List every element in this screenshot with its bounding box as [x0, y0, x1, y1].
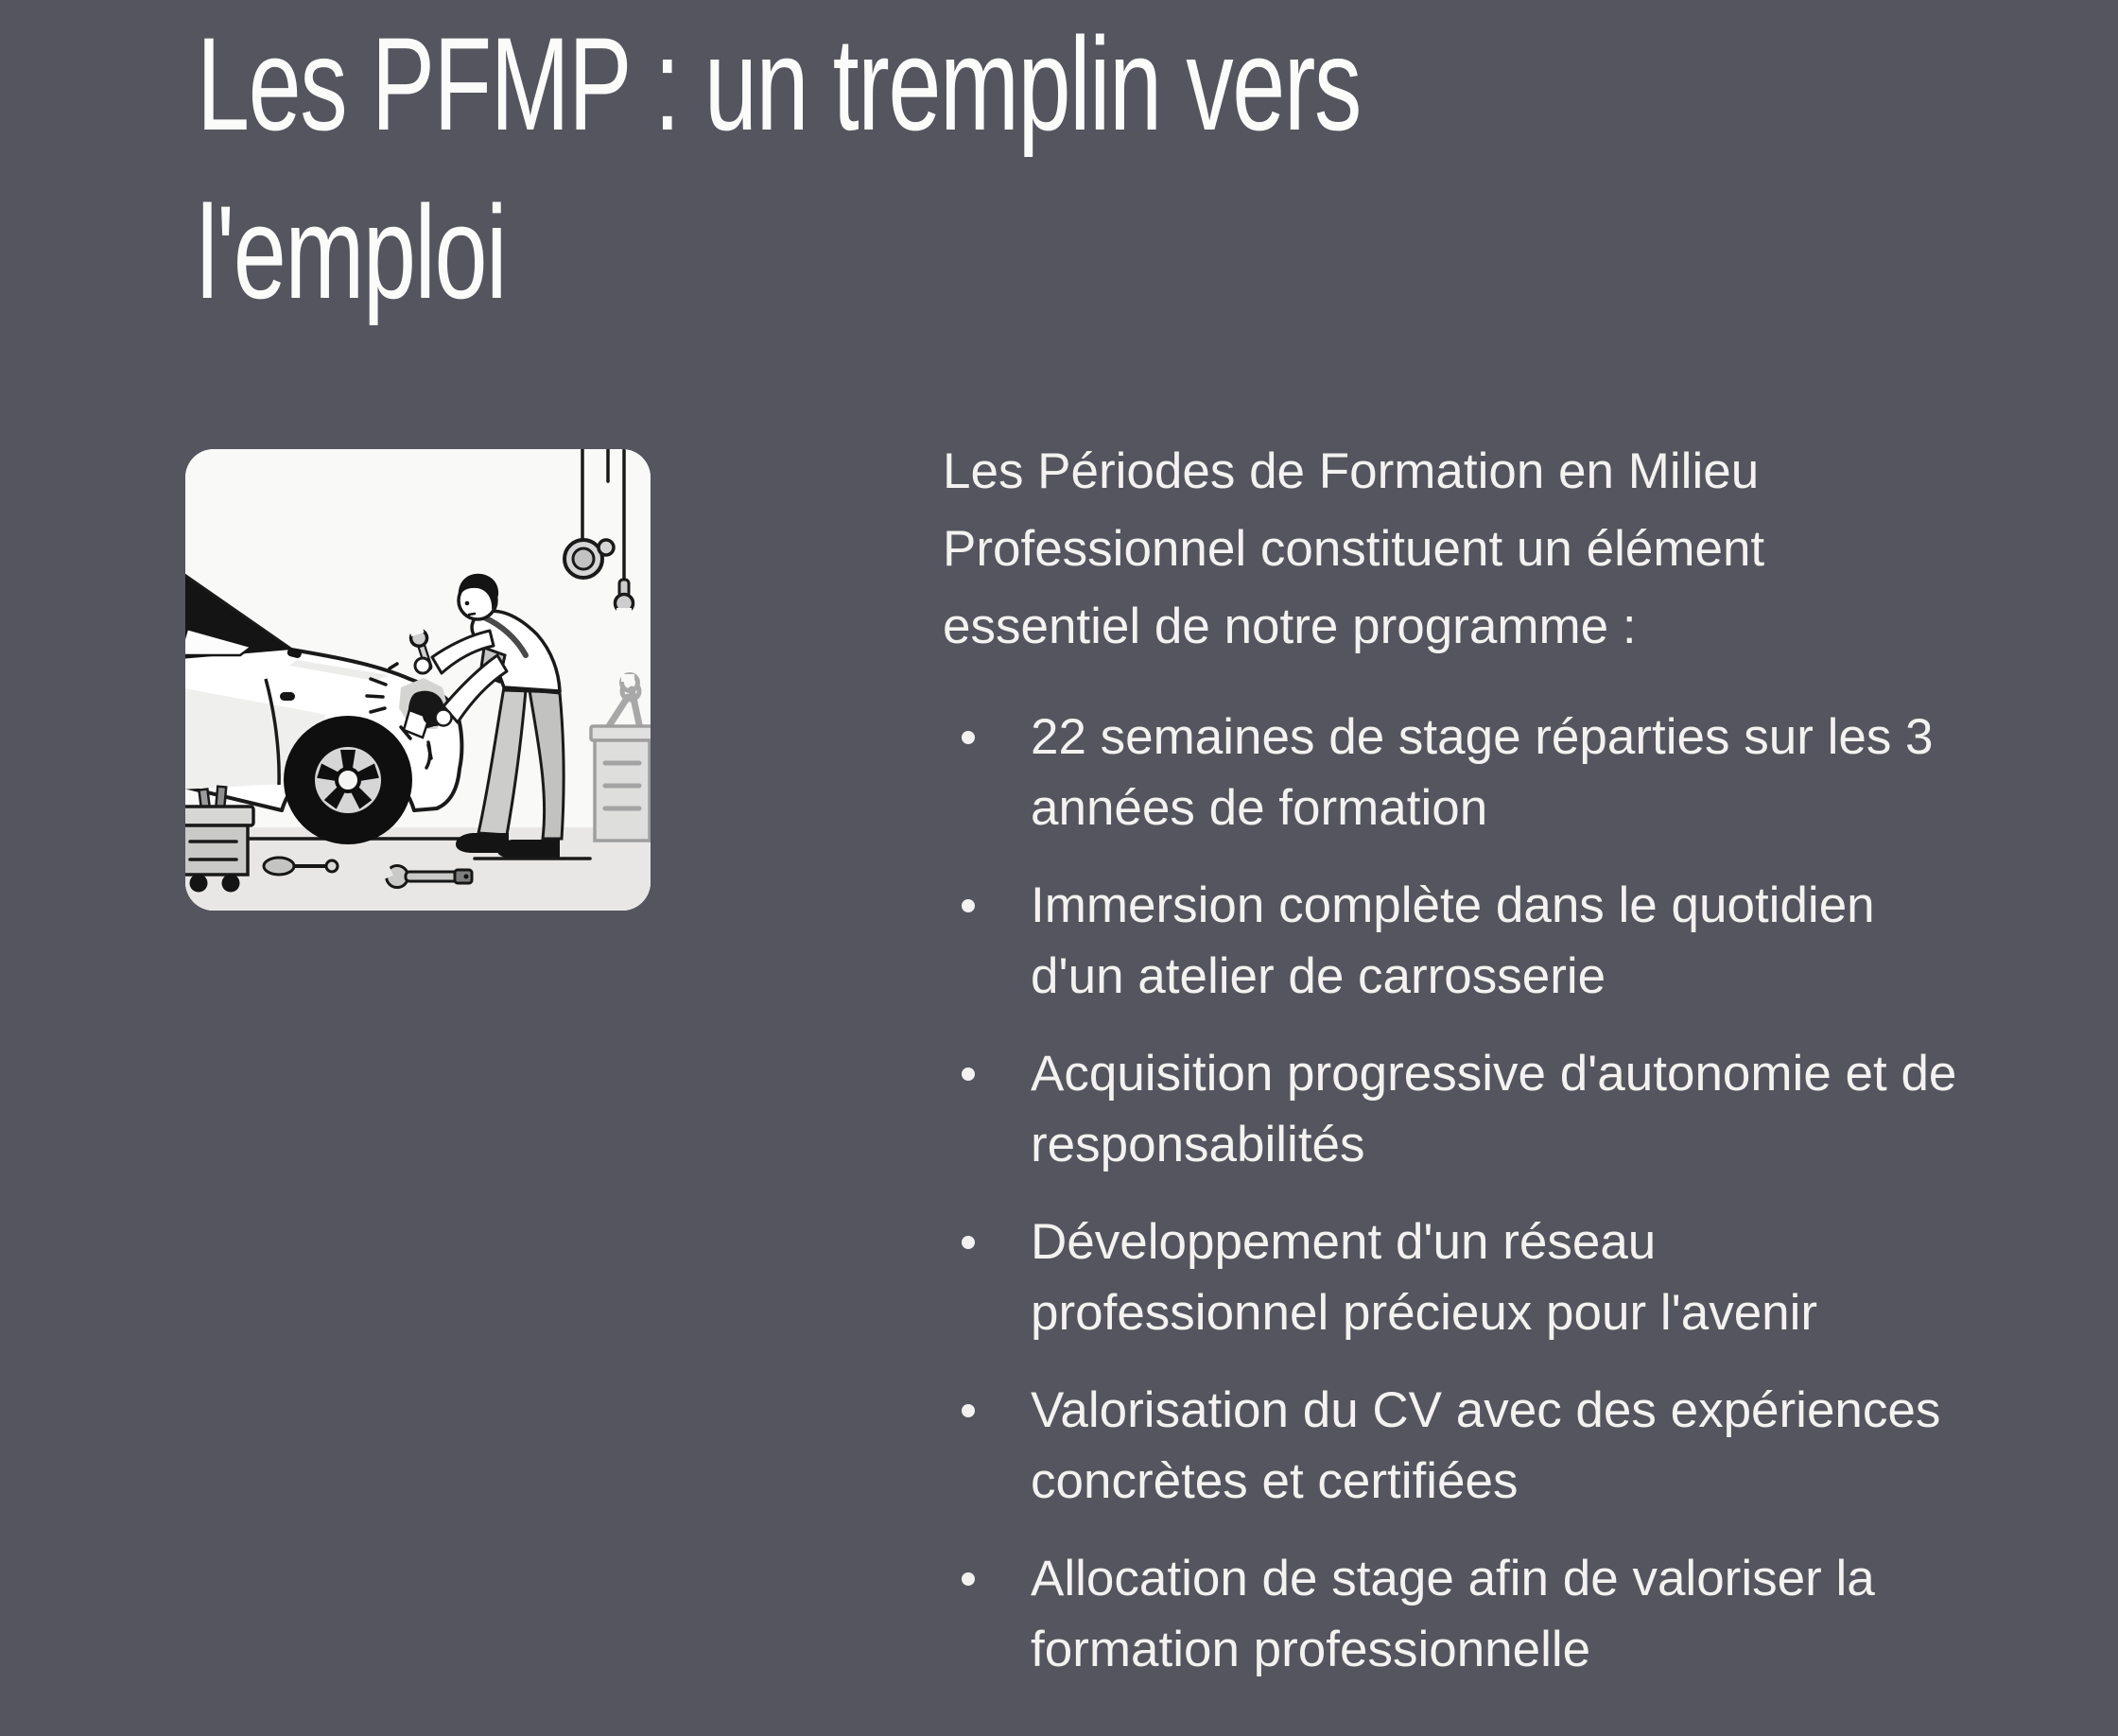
- bullet-text: 22 semaines de stage réparties sur les 3 années de formation: [1031, 709, 1934, 836]
- list-item: [943, 702, 1958, 843]
- car-wheel-icon: [284, 716, 412, 844]
- bullet-dot-icon: [962, 731, 975, 744]
- tool-cabinet-icon: [591, 726, 651, 841]
- bullet-dot-icon: [962, 899, 975, 912]
- list-item: [943, 870, 1958, 1012]
- bullet-text: Développement d'un réseau professionnel précieux pour l'avenir: [1031, 1214, 1818, 1341]
- bullet-dot-icon: [962, 1572, 975, 1586]
- list-item: [943, 1375, 1958, 1517]
- bullet-text: Valorisation du CV avec des expériences concrètes et certifiées: [1031, 1382, 1941, 1509]
- mechanic-illustration: [185, 449, 651, 911]
- bullet-dot-icon: [962, 1236, 975, 1249]
- bullet-list: [943, 702, 2030, 1685]
- bullet-text: Allocation de stage afin de valoriser la formation professionnelle: [1031, 1551, 1875, 1677]
- bullet-dot-icon: [962, 1068, 975, 1081]
- list-item: [943, 1207, 1958, 1348]
- list-item: [943, 1543, 1958, 1685]
- text-column: [943, 433, 2030, 1711]
- car-repair-illustration-svg: [185, 449, 651, 911]
- bullet-text: Immersion complète dans le quotidien d'un atelier de carrosserie: [1031, 877, 1875, 1004]
- intro-paragraph: Les Périodes de Formation en Milieu Professionnel constituent un élément essentiel de notre programme :: [943, 443, 1765, 654]
- bullet-text: Acquisition progressive d'autonomie et de responsabilités: [1031, 1046, 1957, 1172]
- list-item: [943, 1038, 1958, 1180]
- page-title: Les PFMP : un tremplin vers l'emploi: [197, 9, 1361, 326]
- bullet-dot-icon: [962, 1404, 975, 1417]
